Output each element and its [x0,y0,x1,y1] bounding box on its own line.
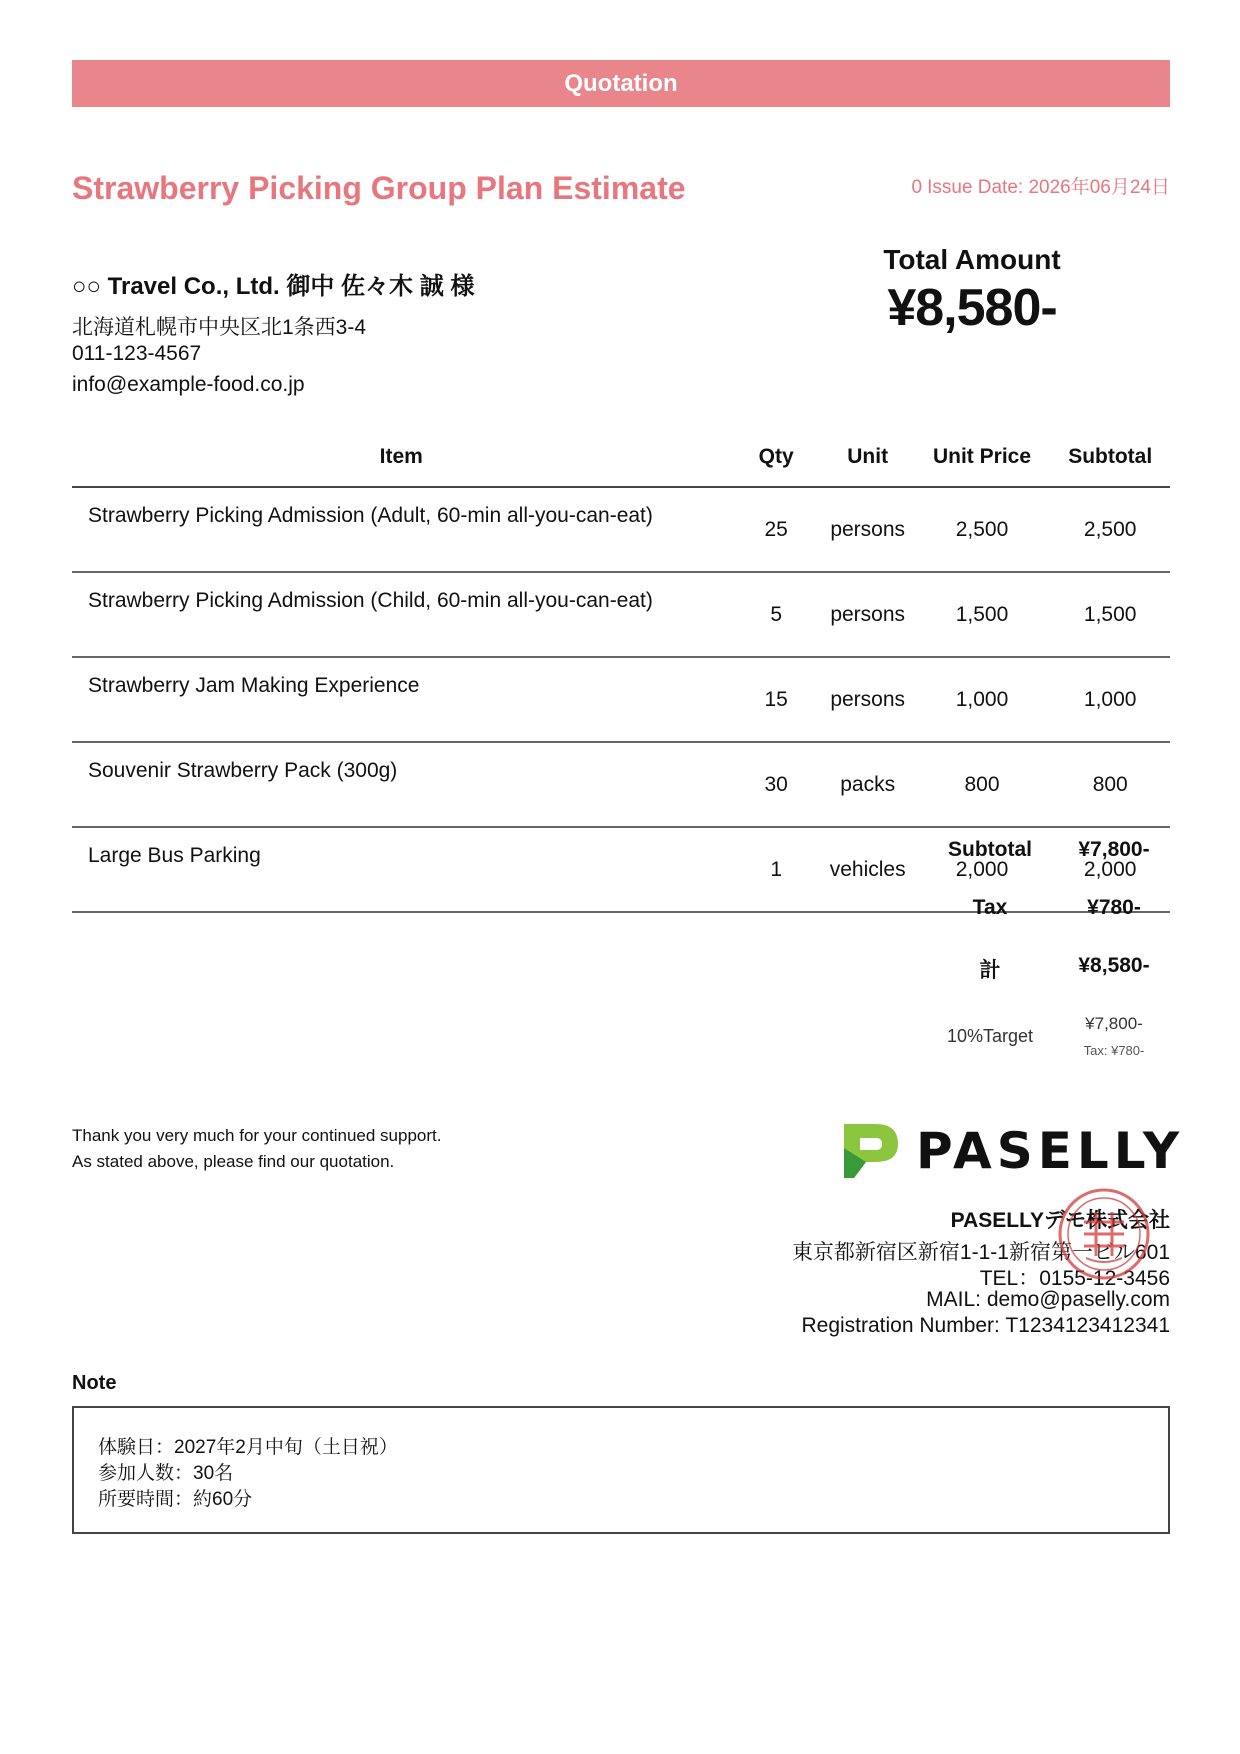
tax-rate-base: ¥7,800- [1085,1014,1143,1033]
company-seal-stamp-icon [1056,1186,1152,1282]
thanks-line-1: Thank you very much for your continued support. [72,1126,442,1145]
total-amount-block [857,244,1087,338]
row-item: Strawberry Picking Admission (Child, 60-min all-you-can-eat) [72,572,731,657]
company-name: PASELLYデモ株式会社 [950,1209,1170,1232]
note-box [72,1406,1170,1534]
subtotal-value: ¥7,800- [1078,838,1150,861]
issue-prefix: 0 [911,177,923,198]
row-subtotal: 2,000 [1050,827,1170,912]
header-unit-price: Unit Price [914,428,1051,487]
document-title: Strawberry Picking Group Plan Estimate [72,170,686,206]
total-amount-label: Total Amount [883,244,1061,275]
tax-value: ¥780- [1087,896,1141,919]
logo-wordmark: PASELLY [916,1122,1185,1180]
table-row [72,487,1170,572]
tax-label: Tax [972,896,1008,919]
row-subtotal: 800 [1050,742,1170,827]
tax-rate-amount: Tax: ¥780- [1083,1043,1145,1058]
header-unit: Unit [822,428,914,487]
row-unit-price: 1,000 [914,657,1051,742]
header-item: Item [72,428,731,487]
table-row [72,657,1170,742]
row-item: Souvenir Strawberry Pack (300g) [72,742,731,827]
note-line: 所要時間：約60分 [98,1489,253,1510]
issue-date [912,172,1171,199]
row-item: Strawberry Picking Admission (Adult, 60-min all-you-can-eat) [72,487,731,572]
grand-total-label: 計 [979,959,1001,982]
row-unit: persons [822,487,914,572]
row-item: Strawberry Jam Making Experience [72,657,731,742]
row-qty: 1 [731,827,822,912]
client-email: info@example-food.co.jp [72,373,305,396]
table-row [72,572,1170,657]
tax-rate-label: 10%Target [946,1026,1034,1046]
issue-date-text: Issue Date: 2026年06月24日 [927,177,1170,198]
company-registration: Registration Number: T1234123412341 [801,1314,1170,1337]
total-amount-value: ¥8,580- [887,279,1057,337]
table-header-row [72,428,1170,487]
banner-title: Quotation [564,69,678,97]
company-mail: MAIL: demo@paselly.com [926,1288,1170,1311]
quotation-banner [72,60,1170,107]
note-label: Note [72,1372,117,1394]
quotation-page [72,0,1185,1754]
company-address: 東京都新宿区新宿1-1-1新宿第一ビル601 [791,1241,1170,1264]
row-subtotal: 1,000 [1050,657,1170,742]
paselly-leaf-icon [840,1118,902,1180]
row-subtotal: 2,500 [1050,487,1170,572]
subtotal-label: Subtotal [948,838,1032,861]
note-line: 参加人数：30名 [98,1463,234,1484]
row-unit: persons [822,572,914,657]
client-address: 北海道札幌市中央区北1条西3-4 [72,316,367,339]
company-logo [840,1118,1185,1182]
header-qty: Qty [731,428,822,487]
client-phone: 011-123-4567 [72,342,202,365]
grand-total-value: ¥8,580- [1078,954,1150,977]
table-row [72,742,1170,827]
row-qty: 30 [731,742,822,827]
row-qty: 15 [731,657,822,742]
header-subtotal: Subtotal [1050,428,1170,487]
note-line: 体験日：2027年2月中旬（土日祝） [98,1437,398,1458]
row-subtotal: 1,500 [1050,572,1170,657]
row-unit-price: 800 [914,742,1051,827]
row-unit: persons [822,657,914,742]
row-unit-price: 2,000 [914,827,1051,912]
company-tel: TEL：0155-12-3456 [979,1267,1170,1290]
row-unit-price: 1,500 [914,572,1051,657]
row-qty: 25 [731,487,822,572]
row-unit-price: 2,500 [914,487,1051,572]
thanks-line-2: As stated above, please find our quotation. [72,1152,395,1171]
row-item: Large Bus Parking [72,827,731,912]
row-unit: vehicles [822,827,914,912]
client-name: ○○ Travel Co., Ltd. 御中 佐々木 誠 様 [72,273,475,300]
row-qty: 5 [731,572,822,657]
row-unit: packs [822,742,914,827]
